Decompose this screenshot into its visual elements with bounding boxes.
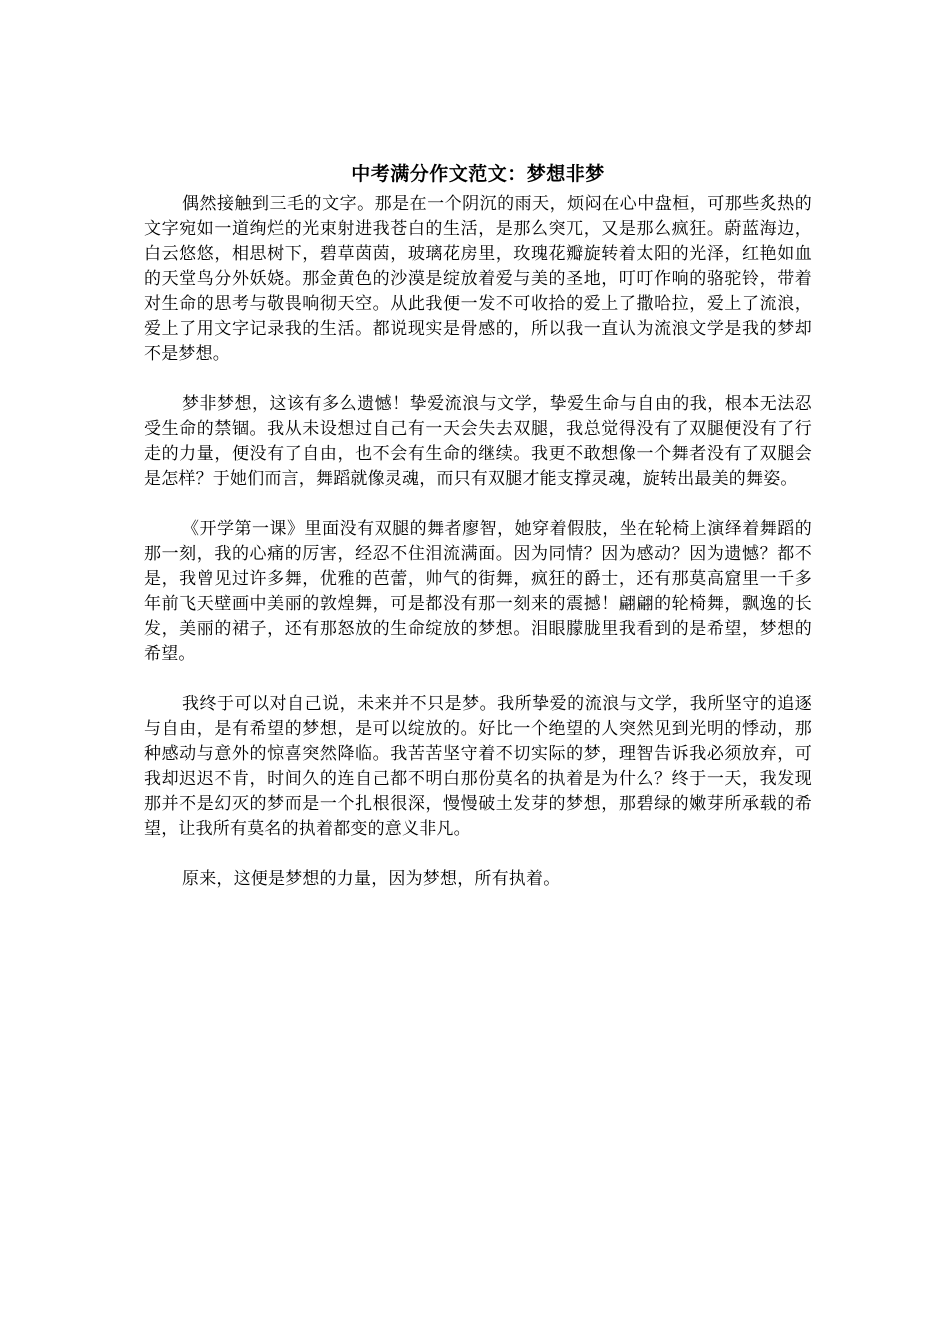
paragraph-1: 偶然接触到三毛的文字。那是在一个阴沉的雨天，烦闷在心中盘桓，可那些炙热的文字宛如一道绚烂的光束射进我苍白的生活，是那么突兀，又是那么疯狂。蔚蓝海边，白云悠悠，相思树下，碧草茵茵，玻璃花房里，玫瑰花瓣旋转着太阳的光泽，红艳如血的天堂鸟分外妖娆。那金黄色的沙漠是绽放着爱与美的圣地，叮叮作响的骆驼铃，带着对生命的思考与敬畏响彻天空。从此我便一发不可收拾的爱上了撒哈拉，爱上了流浪，爱上了用文字记录我的生活。都说现实是骨感的，所以我一直认为流浪文学是我的梦却不是梦想。 — [144, 194, 812, 364]
document-page — [144, 158, 812, 917]
paragraph-2: 梦非梦想，这该有多么遗憾！挚爱流浪与文学，挚爱生命与自由的我，根本无法忍受生命的禁锢。我从未设想过自己有一天会失去双腿，我总觉得没有了双腿便没有了行走的力量，便没有了自由，也不会有生命的继续。我更不敢想像一个舞者没有了双腿会是怎样？于她们而言，舞蹈就像灵魂，而只有双腿才能支撑灵魂，旋转出最美的舞姿。 — [144, 394, 812, 489]
paragraph-4: 我终于可以对自己说，未来并不只是梦。我所挚爱的流浪与文学，我所坚守的追逐与自由，是有希望的梦想，是可以绽放的。好比一个绝望的人突然见到光明的悸动，那种感动与意外的惊喜突然降临。我苦苦坚守着不切实际的梦，理智告诉我必须放弃，可我却迟迟不肯，时间久的连自己都不明白那份莫名的执着是为什么？终于一天，我发现那并不是幻灭的梦而是一个扎根很深，慢慢破土发芽的梦想，那碧绿的嫩芽所承载的希望，让我所有莫名的执着都变的意义非凡。 — [144, 694, 812, 839]
paragraph-5: 原来，这便是梦想的力量，因为梦想，所有执着。 — [182, 869, 561, 889]
paragraph-3: 《开学第一课》里面没有双腿的舞者廖智，她穿着假肢，坐在轮椅上演绎着舞蹈的那一刻，我的心痛的厉害，经忍不住泪流满面。因为同情？因为感动？因为遗憾？都不是，我曾见过许多舞，优雅的芭蕾，帅气的街舞，疯狂的爵士，还有那莫高窟里一千多年前飞天壁画中美丽的敦煌舞，可是都没有那一刻来的震撼！翩翩的轮椅舞，飘逸的长发，美丽的裙子，还有那怒放的生命绽放的梦想。泪眼朦胧里我看到的是希望，梦想的希望。 — [144, 519, 812, 664]
document-title: 中考满分作文范文：梦想非梦 — [351, 163, 605, 185]
